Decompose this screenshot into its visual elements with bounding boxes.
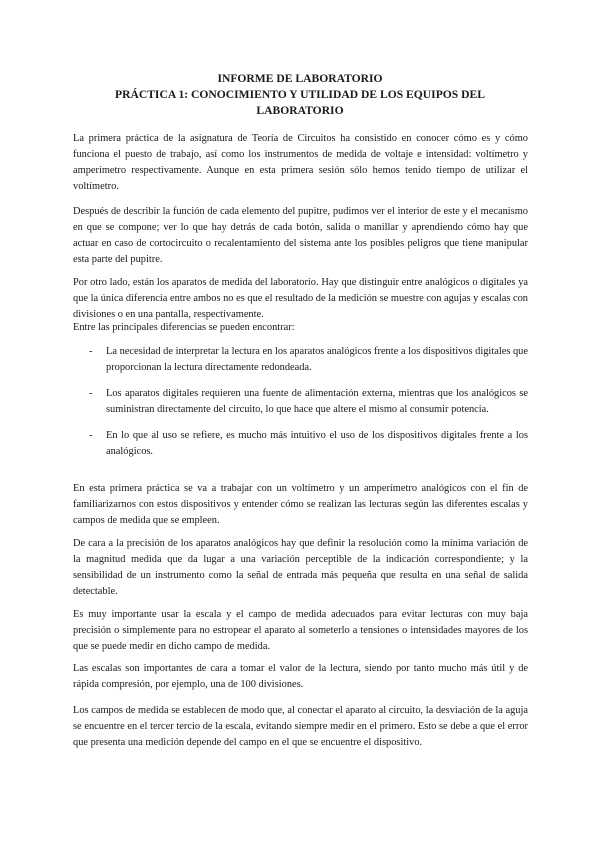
paragraph-practica: En esta primera práctica se va a trabajar con un voltímetro y un amperímetro analógicos con el fin de familiarizarnos con estos dispositivos y entender cómo se realizan las lecturas según las diferentes escalas y campos de medida que se empleen. xyxy=(73,483,528,526)
bullet-marker: - xyxy=(89,388,93,399)
paragraph-precision: De cara a la precisión de los aparatos analógicos hay que definir la resolución como la mínima variación de la magnitud medida que da lugar a una variación perceptible de la indicación correspondiente; y la sensibilidad de un instrumento como la señal de entrada más pequeña que resulta en una señal de salida detectable. xyxy=(73,538,528,597)
paragraph-escalas: Las escalas son importantes de cara a tomar el valor de la lectura, siendo por tanto mucho más útil y de rápida compresión, por ejemplo, una de 100 divisiones. xyxy=(73,663,528,690)
differences-list xyxy=(73,344,528,470)
paragraph-diferencias-intro: Entre las principales diferencias se pueden encontrar: xyxy=(73,322,295,333)
list-item: - Los aparatos digitales requieren una fuente de alimentación externa, mientras que los analógicos se suministran directamente del circuito, lo que hace que altere el mismo al consumir potencia. xyxy=(89,388,528,415)
paragraph-pupitre: Después de describir la función de cada elemento del pupitre, pudimos ver el interior de este y el mecanismo en que se compone; ver lo que hay detrás de cada botón, salida o manillar y aprendiendo cómo hay que actuar en caso de cortocircuito o recalentamiento del sistema ante los posibles peligros que tiene manipular esta parte del pupitre. xyxy=(73,206,528,265)
title-line-3: LABORATORIO xyxy=(256,104,344,117)
paragraph-escala-campo: Es muy importante usar la escala y el campo de medida adecuados para evitar lecturas con muy baja precisión o simplemente para no estropear el aparato al someterlo a tensiones o intensidades mayores de los que se puede medir en dicho campo de medida. xyxy=(73,609,528,652)
paragraph-aparatos: Por otro lado, están los aparatos de medida del laboratorio. Hay que distinguir entre analógicos o digitales ya que la única diferencia entre ambos no es que el resultado de la medición se muestre con agujas y escalas con divisiones o en una pantalla, respectivamente. xyxy=(73,277,528,320)
list-item: - La necesidad de interpretar la lectura en los aparatos analógicos frente a los dispositivos digitales que proporcionan la lectura directamente redondeada. xyxy=(89,346,528,373)
bullet-marker: - xyxy=(89,430,93,441)
paragraph-intro: La primera práctica de la asignatura de Teoría de Circuitos ha consistido en conocer cómo es y cómo funciona el puesto de trabajo, así como los instrumentos de medida de voltaje e intensidad: voltímetro y amperímetro respectivamente. Aunque en esta primera sesión sólo hemos tenido tiempo de utilizar el voltímetro. xyxy=(73,133,528,192)
title-line-2: PRÁCTICA 1: CONOCIMIENTO Y UTILIDAD DE LOS EQUIPOS DEL xyxy=(115,88,485,101)
bullet-marker: - xyxy=(89,346,93,357)
title-line-1: INFORME DE LABORATORIO xyxy=(217,72,383,85)
paragraph-campos: Los campos de medida se establecen de modo que, al conectar el aparato al circuito, la desviación de la aguja se encuentre en el tercer tercio de la escala, evitando siempre medir en el primero. Esto se debe a que el error que presenta una medición depende del campo en el que se encuentre el dispositivo. xyxy=(73,705,528,748)
list-item: - En lo que al uso se refiere, es mucho más intuitivo el uso de los dispositivos digitales frente a los analógicos. xyxy=(89,430,528,457)
report-title xyxy=(60,71,540,119)
